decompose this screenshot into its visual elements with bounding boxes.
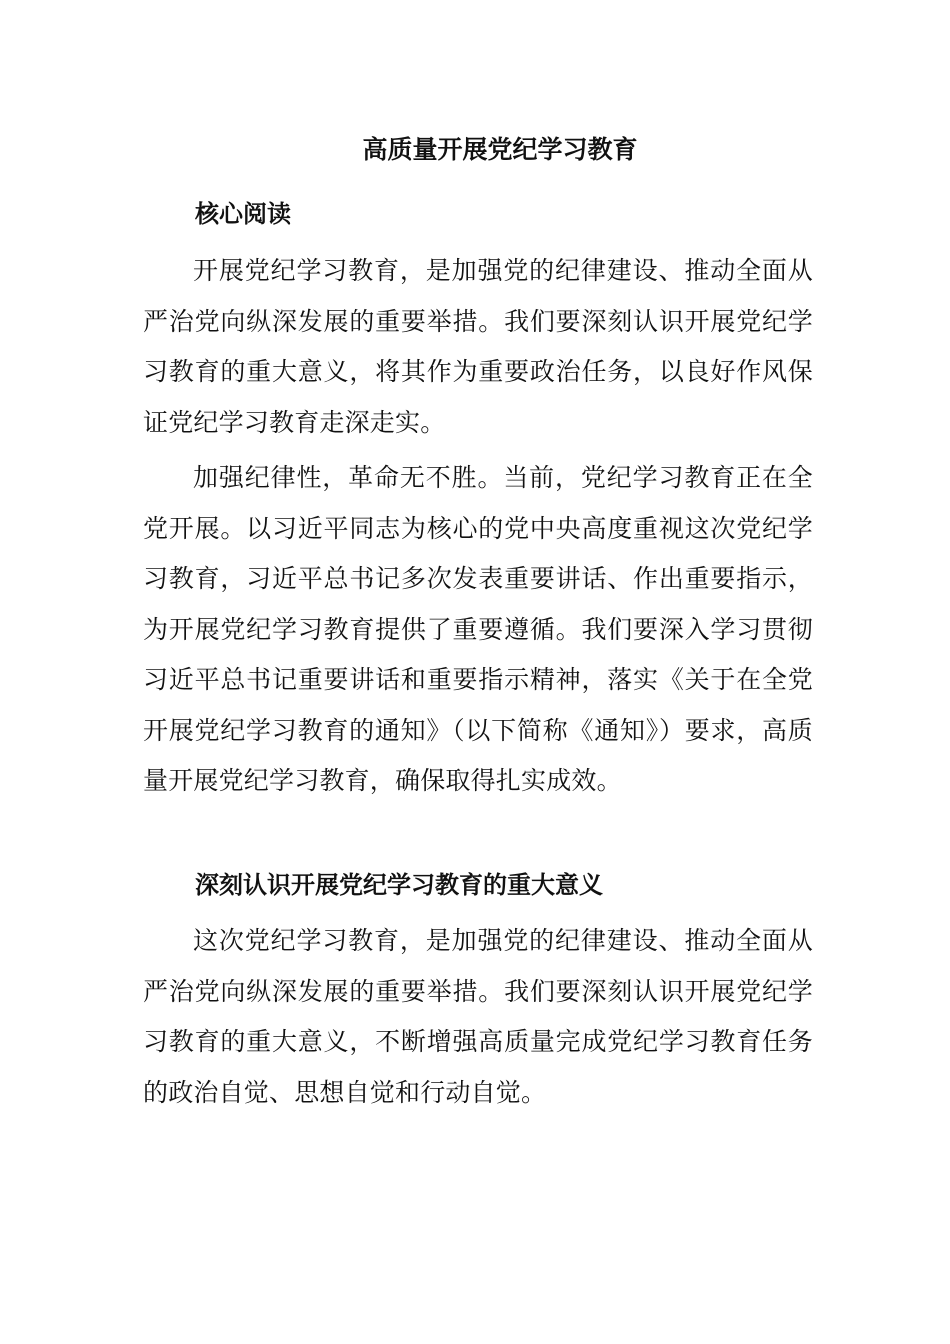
section-heading-significance: 深刻认识开展党纪学习教育的重大意义 <box>195 871 603 899</box>
section-heading-core-reading: 核心阅读 <box>195 200 291 228</box>
paragraph: 这次党纪学习教育，是加强党的纪律建设、推动全面从严治党向纵深发展的重要举措。我们要深刻认识开展党纪学习教育的重大意义，不断增强高质量完成党纪学习教育任务的政治自觉、思想自觉和行动自觉。 <box>143 926 813 1107</box>
paragraph: 开展党纪学习教育，是加强党的纪律建设、推动全面从严治党向纵深发展的重要举措。我们要深刻认识开展党纪学习教育的重大意义，将其作为重要政治任务，以良好作风保证党纪学习教育走深走实。 <box>143 256 813 437</box>
paragraph: 加强纪律性，革命无不胜。当前，党纪学习教育正在全党开展。以习近平同志为核心的党中央高度重视这次党纪学习教育，习近平总书记多次发表重要讲话、作出重要指示，为开展党纪学习教育提供了重要遵循。我们要深入学习贯彻习近平总书记重要讲话和重要指示精神，落实《关于在全党开展党纪学习教育的通知》（以下简称《通知》）要求，高质量开展党纪学习教育，确保取得扎实成效。 <box>143 463 813 795</box>
document-title: 高质量开展党纪学习教育 <box>362 135 638 164</box>
